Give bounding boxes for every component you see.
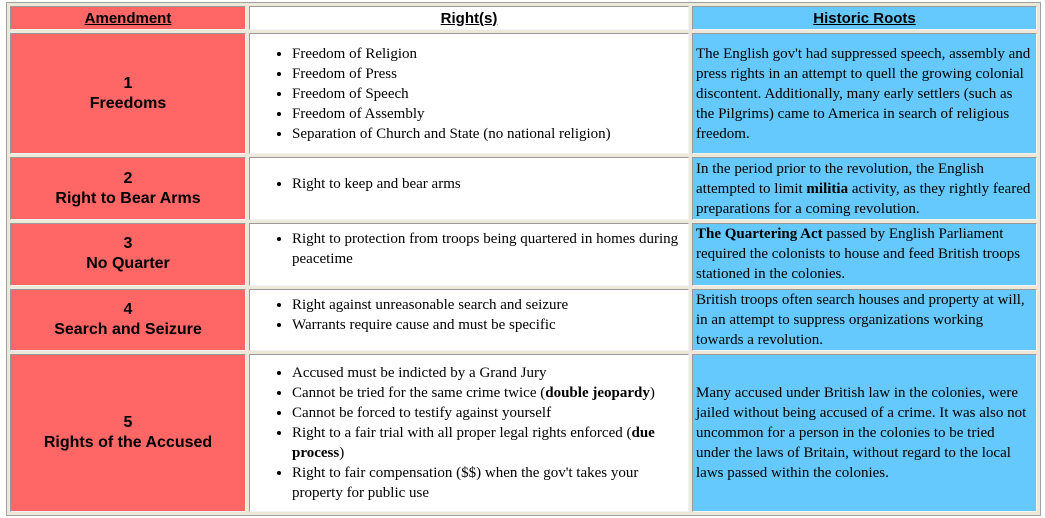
list-item: • Freedom of Press (292, 64, 688, 84)
rights-text-part: Cannot be tried for the same crime twice ( (292, 385, 546, 402)
rights-cell (249, 157, 689, 220)
rights-list (250, 229, 688, 269)
amendments-table (6, 2, 1041, 516)
header-row (10, 6, 1037, 30)
table-row (10, 354, 1037, 512)
historic-roots-text (696, 161, 1030, 217)
table-row (10, 33, 1037, 154)
rights-cell (249, 354, 689, 512)
header-amendment: Amendment (10, 6, 246, 30)
rights-list (250, 174, 688, 194)
list-item: • Freedom of Assembly (292, 104, 688, 124)
list-item: • Cannot be forced to testify against yourself (292, 403, 688, 423)
roots-emphasis: militia (806, 180, 849, 197)
historic-roots-cell (692, 33, 1037, 154)
amendment-number: 1 (123, 74, 133, 92)
amendment-title: Right to Bear Arms (55, 189, 201, 207)
rights-cell (249, 33, 689, 154)
amendment-number: 2 (123, 169, 133, 187)
rights-list (250, 44, 688, 144)
amendment-cell (10, 223, 246, 286)
rights-emphasis: double jeopardy (545, 385, 650, 402)
amendment-cell (10, 33, 246, 154)
historic-roots-text: The English gov't had suppressed speech, assembly and press rights in an attempt to quell the growing colonial discontent. Additionally, many early settlers (such as the Pilgrims) came to America in search of religious freedom. (696, 45, 1031, 142)
historic-roots-cell (692, 354, 1037, 512)
list-item: • Warrants require cause and must be specific (292, 315, 688, 335)
historic-roots-cell (692, 289, 1037, 352)
rights-cell (249, 223, 689, 286)
amendment-number: 5 (123, 414, 133, 432)
rights-list (250, 295, 688, 335)
table-row (10, 157, 1037, 220)
rights-emphasis: due process (292, 425, 655, 462)
list-item: • Right to fair compensation ($$) when the gov't takes your property for public use (292, 463, 688, 503)
list-item: • Separation of Church and State (no national religion) (292, 124, 688, 144)
rights-text-part: ) (339, 445, 345, 462)
list-item: • Freedom of Religion (292, 44, 688, 64)
header-rights: Right(s) (249, 6, 689, 30)
list-item: • Right to keep and bear arms (292, 174, 688, 194)
amendment-cell (10, 354, 246, 512)
roots-text-part: activity, as they rightly feared preparations for a coming revolution. (696, 180, 1031, 217)
historic-roots-cell (692, 157, 1037, 220)
rights-text-part: ) (649, 385, 655, 402)
list-item: • Accused must be indicted by a Grand Jury (292, 363, 688, 383)
roots-emphasis: The Quartering Act (696, 226, 823, 243)
list-item (292, 423, 688, 463)
roots-text-part: In the period prior to the revolution, the English attempted to limit (696, 160, 984, 197)
roots-text-part: passed by English Parliament required the colonists to house and feed British troops stationed in the colonies. (696, 226, 1021, 283)
amendment-cell (10, 157, 246, 220)
rights-list (250, 363, 688, 503)
amendment-number: 4 (123, 301, 133, 319)
historic-roots-text: British troops often search houses and property at will, in an attempt to suppress organizations working towards a revolution. (696, 292, 1025, 349)
header-historic-roots: Historic Roots (692, 6, 1037, 30)
list-item: • Freedom of Speech (292, 84, 688, 104)
amendment-number: 3 (123, 235, 133, 253)
list-item (292, 383, 688, 403)
amendment-title: Search and Seizure (54, 321, 202, 339)
historic-roots-cell (692, 223, 1037, 286)
list-item: • Right against unreasonable search and seizure (292, 295, 688, 315)
rights-text-part: Right to a fair trial with all proper legal rights enforced ( (292, 425, 632, 442)
historic-roots-text: Many accused under British law in the colonies, were jailed without being accused of a crime. It was also not uncommon for a person in the colonies to be tried under the laws of Britain, without regard to the local laws passed within the colonies. (696, 385, 1027, 482)
amendment-title: Rights of the Accused (43, 434, 213, 452)
table-row (10, 289, 1037, 352)
amendment-title: Freedoms (89, 94, 167, 112)
amendment-title: No Quarter (86, 255, 170, 273)
rights-cell (249, 289, 689, 352)
list-item: • Right to protection from troops being quartered in homes during peacetime (292, 229, 688, 269)
table-row (10, 223, 1037, 286)
amendment-cell (10, 289, 246, 352)
historic-roots-text (696, 226, 1020, 282)
